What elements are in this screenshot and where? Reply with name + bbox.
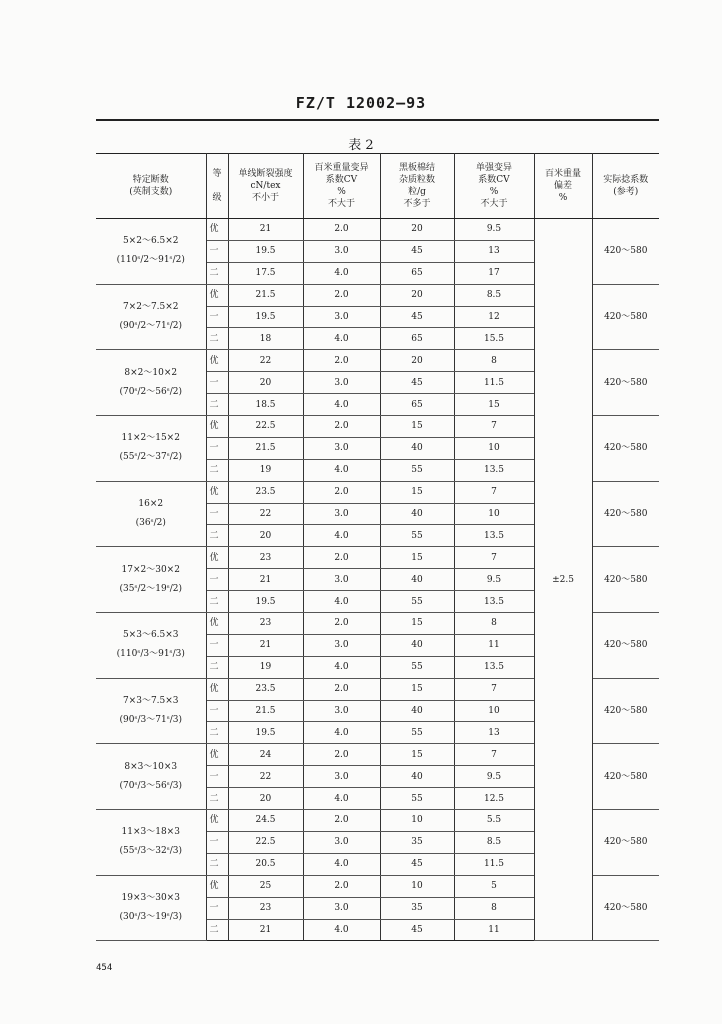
grade-cell: 一: [206, 306, 228, 328]
strength-cell: 19: [228, 459, 303, 481]
weight-cv-cell: 2.0: [303, 481, 380, 503]
strength-cv-cell: 8: [454, 350, 534, 372]
spec-label: (90ˢ/3～71ˢ/3): [119, 715, 182, 726]
weight-cv-cell: 2.0: [303, 416, 380, 438]
grade-cell: 一: [206, 700, 228, 722]
strength-cell: 23.5: [228, 481, 303, 503]
strength-cv-cell: 13.5: [454, 459, 534, 481]
grade-cell: 二: [206, 853, 228, 875]
twist-cell: 420～580: [592, 416, 659, 482]
neps-cell: 35: [380, 831, 454, 853]
twist-cell: 420～580: [592, 744, 659, 810]
grade-cell: 优: [206, 547, 228, 569]
twist-cell: 420～580: [592, 219, 659, 285]
weight-cv-cell: 4.0: [303, 525, 380, 547]
grade-cell: 优: [206, 416, 228, 438]
strength-cell: 17.5: [228, 262, 303, 284]
strength-cv-cell: 7: [454, 481, 534, 503]
neps-cell: 20: [380, 350, 454, 372]
strength-cell: 22.5: [228, 831, 303, 853]
header-grade: 等 级: [206, 154, 228, 219]
header-weight-deviation: 百米重量 偏差 %: [534, 154, 592, 219]
spec-label: (70ˢ/2～56ˢ/2): [119, 386, 182, 397]
weight-cv-cell: 4.0: [303, 459, 380, 481]
header-strength: 单线断裂强度 cN/tex 不小于: [228, 154, 303, 219]
strength-cell: 23: [228, 897, 303, 919]
header-neps: 黑板棉结 杂质粒数 粒/g 不多于: [380, 154, 454, 219]
spec-cell: [96, 284, 206, 350]
twist-cell: 420～580: [592, 875, 659, 941]
weight-cv-cell: 2.0: [303, 613, 380, 635]
grade-cell: 优: [206, 875, 228, 897]
grade-cell: 二: [206, 919, 228, 941]
grade-cell: 优: [206, 744, 228, 766]
spec-label: 11×2～15×2: [121, 433, 180, 444]
grade-cell: 一: [206, 766, 228, 788]
grade-cell: 一: [206, 503, 228, 525]
strength-cell: 22: [228, 350, 303, 372]
grade-cell: 二: [206, 656, 228, 678]
neps-cell: 55: [380, 656, 454, 678]
weight-cv-cell: 3.0: [303, 634, 380, 656]
neps-cell: 10: [380, 810, 454, 832]
grade-cell: 二: [206, 591, 228, 613]
neps-cell: 55: [380, 459, 454, 481]
strength-cv-cell: 8.5: [454, 284, 534, 306]
neps-cell: 55: [380, 788, 454, 810]
grade-cell: 一: [206, 831, 228, 853]
spec-label: (90ˢ/2～71ˢ/2): [119, 321, 182, 331]
strength-cv-cell: 13.5: [454, 656, 534, 678]
spec-label: 8×3～10×3: [124, 761, 178, 772]
neps-cell: 55: [380, 591, 454, 613]
twist-cell: 420～580: [592, 810, 659, 876]
document-code: FZ/T 12002—93: [295, 94, 427, 112]
strength-cell: 22: [228, 766, 303, 788]
table-header: [96, 154, 659, 219]
strength-cell: 23: [228, 547, 303, 569]
strength-cv-cell: 9.5: [454, 219, 534, 241]
strength-cell: 24: [228, 744, 303, 766]
spec-cell: [96, 219, 206, 285]
strength-cv-cell: 13: [454, 240, 534, 262]
strength-cv-cell: 13: [454, 722, 534, 744]
weight-cv-cell: 4.0: [303, 919, 380, 941]
neps-cell: 15: [380, 416, 454, 438]
strength-cv-cell: 7: [454, 547, 534, 569]
strength-cv-cell: 13.5: [454, 525, 534, 547]
grade-cell: 一: [206, 437, 228, 459]
strength-cell: 21.5: [228, 437, 303, 459]
neps-cell: 45: [380, 919, 454, 941]
weight-cv-cell: 2.0: [303, 350, 380, 372]
grade-cell: 优: [206, 481, 228, 503]
header-twist: 实际捻系数 (参考): [592, 154, 659, 219]
strength-cv-cell: 17: [454, 262, 534, 284]
strength-cell: 21: [228, 219, 303, 241]
strength-cell: 21: [228, 919, 303, 941]
neps-cell: 15: [380, 678, 454, 700]
neps-cell: 20: [380, 219, 454, 241]
strength-cell: 19.5: [228, 722, 303, 744]
weight-cv-cell: 2.0: [303, 875, 380, 897]
spec-label: 16×2: [138, 499, 164, 510]
spec-label: (35ˢ/2～19ˢ/2): [119, 583, 182, 594]
strength-cell: 18.5: [228, 394, 303, 416]
twist-cell: 420～580: [592, 613, 659, 679]
neps-cell: 15: [380, 744, 454, 766]
strength-cell: 21.5: [228, 284, 303, 306]
strength-cell: 20: [228, 525, 303, 547]
twist-cell: 420～580: [592, 678, 659, 744]
page-number: 454: [96, 963, 113, 973]
strength-cell: 19: [228, 656, 303, 678]
grade-cell: 优: [206, 810, 228, 832]
weight-cv-cell: 2.0: [303, 744, 380, 766]
neps-cell: 40: [380, 503, 454, 525]
spec-cell: [96, 875, 206, 941]
spec-label: 5×3～6.5×3: [122, 630, 179, 641]
neps-cell: 15: [380, 613, 454, 635]
spec-table: [96, 153, 659, 941]
spec-label: (36ˢ/2): [135, 518, 166, 529]
weight-cv-cell: 2.0: [303, 678, 380, 700]
strength-cell: 19.5: [228, 306, 303, 328]
weight-cv-cell: 3.0: [303, 569, 380, 591]
strength-cell: 25: [228, 875, 303, 897]
weight-cv-cell: 3.0: [303, 503, 380, 525]
grade-cell: 二: [206, 262, 228, 284]
weight-cv-cell: 3.0: [303, 437, 380, 459]
spec-label: 8×2～10×2: [124, 367, 178, 378]
weight-cv-cell: 3.0: [303, 897, 380, 919]
weight-cv-cell: 4.0: [303, 394, 380, 416]
grade-cell: 优: [206, 613, 228, 635]
strength-cv-cell: 9.5: [454, 569, 534, 591]
weight-cv-cell: 3.0: [303, 766, 380, 788]
strength-cv-cell: 11.5: [454, 372, 534, 394]
strength-cv-cell: 11.5: [454, 853, 534, 875]
strength-cv-cell: 12: [454, 306, 534, 328]
strength-cv-cell: 10: [454, 503, 534, 525]
spec-label: 7×3～7.5×3: [122, 696, 179, 707]
neps-cell: 45: [380, 306, 454, 328]
grade-cell: 二: [206, 459, 228, 481]
neps-cell: 55: [380, 525, 454, 547]
header-strength-cv: 单强变异 系数CV % 不大于: [454, 154, 534, 219]
grade-cell: 二: [206, 722, 228, 744]
neps-cell: 20: [380, 284, 454, 306]
strength-cv-cell: 8.5: [454, 831, 534, 853]
strength-cv-cell: 5: [454, 875, 534, 897]
weight-cv-cell: 4.0: [303, 262, 380, 284]
grade-cell: 二: [206, 394, 228, 416]
spec-label: 5×2～6.5×2: [122, 236, 179, 247]
spec-cell: [96, 416, 206, 482]
table-body: [96, 219, 659, 941]
neps-cell: 45: [380, 853, 454, 875]
weight-cv-cell: 2.0: [303, 284, 380, 306]
strength-cv-cell: 13.5: [454, 591, 534, 613]
twist-cell: 420～580: [592, 284, 659, 350]
neps-cell: 15: [380, 547, 454, 569]
strength-cv-cell: 11: [454, 919, 534, 941]
spec-cell: [96, 810, 206, 876]
neps-cell: 65: [380, 394, 454, 416]
spec-cell: [96, 678, 206, 744]
weight-cv-cell: 4.0: [303, 328, 380, 350]
strength-cv-cell: 15.5: [454, 328, 534, 350]
spec-label: 19×3～30×3: [121, 893, 180, 904]
strength-cv-cell: 10: [454, 437, 534, 459]
spec-label: (55ˢ/3～32ˢ/3): [119, 846, 182, 857]
strength-cell: 20: [228, 788, 303, 810]
strength-cv-cell: 12.5: [454, 788, 534, 810]
strength-cell: 21.5: [228, 700, 303, 722]
grade-cell: 一: [206, 897, 228, 919]
weight-cv-cell: 2.0: [303, 219, 380, 241]
spec-cell: [96, 481, 206, 547]
neps-cell: 65: [380, 262, 454, 284]
weight-cv-cell: 3.0: [303, 831, 380, 853]
header-spec: 特定断数 (英制支数): [96, 154, 206, 219]
spec-label: (55ˢ/2～37ˢ/2): [119, 452, 182, 463]
weight-cv-cell: 2.0: [303, 810, 380, 832]
twist-cell: 420～580: [592, 481, 659, 547]
header-weight-cv: 百米重量变异 系数CV % 不大于: [303, 154, 380, 219]
strength-cv-cell: 11: [454, 634, 534, 656]
neps-cell: 40: [380, 766, 454, 788]
grade-cell: 二: [206, 788, 228, 810]
grade-cell: 二: [206, 328, 228, 350]
spec-cell: [96, 547, 206, 613]
neps-cell: 40: [380, 437, 454, 459]
spec-cell: [96, 350, 206, 416]
grade-cell: 一: [206, 240, 228, 262]
strength-cv-cell: 8: [454, 897, 534, 919]
strength-cv-cell: 15: [454, 394, 534, 416]
spec-cell: [96, 613, 206, 679]
spec-label: (110ˢ/3～91ˢ/3): [116, 649, 185, 660]
weight-cv-cell: 4.0: [303, 656, 380, 678]
strength-cv-cell: 5.5: [454, 810, 534, 832]
weight-cv-cell: 3.0: [303, 700, 380, 722]
neps-cell: 45: [380, 372, 454, 394]
weight-cv-cell: 4.0: [303, 722, 380, 744]
strength-cell: 19.5: [228, 591, 303, 613]
weight-cv-cell: 3.0: [303, 372, 380, 394]
strength-cv-cell: 10: [454, 700, 534, 722]
grade-cell: 优: [206, 219, 228, 241]
spec-label: (70ˢ/3～56ˢ/3): [119, 780, 182, 791]
spec-label: 17×2～30×2: [121, 564, 180, 575]
strength-cell: 18: [228, 328, 303, 350]
neps-cell: 65: [380, 328, 454, 350]
header-row: [96, 154, 659, 219]
header-rule: [96, 119, 659, 121]
strength-cell: 23.5: [228, 678, 303, 700]
table-row: [96, 219, 659, 241]
strength-cv-cell: 7: [454, 678, 534, 700]
weight-cv-cell: 4.0: [303, 591, 380, 613]
grade-cell: 二: [206, 525, 228, 547]
strength-cell: 21: [228, 634, 303, 656]
weight-cv-cell: 2.0: [303, 547, 380, 569]
neps-cell: 40: [380, 700, 454, 722]
neps-cell: 40: [380, 569, 454, 591]
spec-cell: [96, 744, 206, 810]
weight-cv-cell: 3.0: [303, 240, 380, 262]
strength-cv-cell: 8: [454, 613, 534, 635]
strength-cell: 22.5: [228, 416, 303, 438]
grade-cell: 一: [206, 569, 228, 591]
strength-cell: 19.5: [228, 240, 303, 262]
neps-cell: 35: [380, 897, 454, 919]
neps-cell: 15: [380, 481, 454, 503]
strength-cell: 23: [228, 613, 303, 635]
neps-cell: 40: [380, 634, 454, 656]
weight-deviation-cell: ±2.5: [534, 219, 592, 941]
strength-cv-cell: 9.5: [454, 766, 534, 788]
strength-cell: 20: [228, 372, 303, 394]
twist-cell: 420～580: [592, 547, 659, 613]
weight-cv-cell: 4.0: [303, 853, 380, 875]
table-title: 表 2: [348, 138, 374, 153]
spec-label: 7×2～7.5×2: [122, 302, 179, 312]
strength-cell: 22: [228, 503, 303, 525]
grade-cell: 优: [206, 678, 228, 700]
spec-label: (110ˢ/2～91ˢ/2): [116, 255, 185, 266]
spec-label: 11×3～18×3: [121, 827, 180, 838]
grade-cell: 优: [206, 284, 228, 306]
weight-cv-cell: 3.0: [303, 306, 380, 328]
neps-cell: 10: [380, 875, 454, 897]
spec-label: (30ˢ/3～19ˢ/3): [119, 912, 182, 923]
strength-cv-cell: 7: [454, 744, 534, 766]
strength-cell: 21: [228, 569, 303, 591]
strength-cv-cell: 7: [454, 416, 534, 438]
neps-cell: 55: [380, 722, 454, 744]
weight-cv-cell: 4.0: [303, 788, 380, 810]
twist-cell: 420～580: [592, 350, 659, 416]
grade-cell: 一: [206, 372, 228, 394]
grade-cell: 一: [206, 634, 228, 656]
strength-cell: 24.5: [228, 810, 303, 832]
neps-cell: 45: [380, 240, 454, 262]
grade-cell: 优: [206, 350, 228, 372]
strength-cell: 20.5: [228, 853, 303, 875]
